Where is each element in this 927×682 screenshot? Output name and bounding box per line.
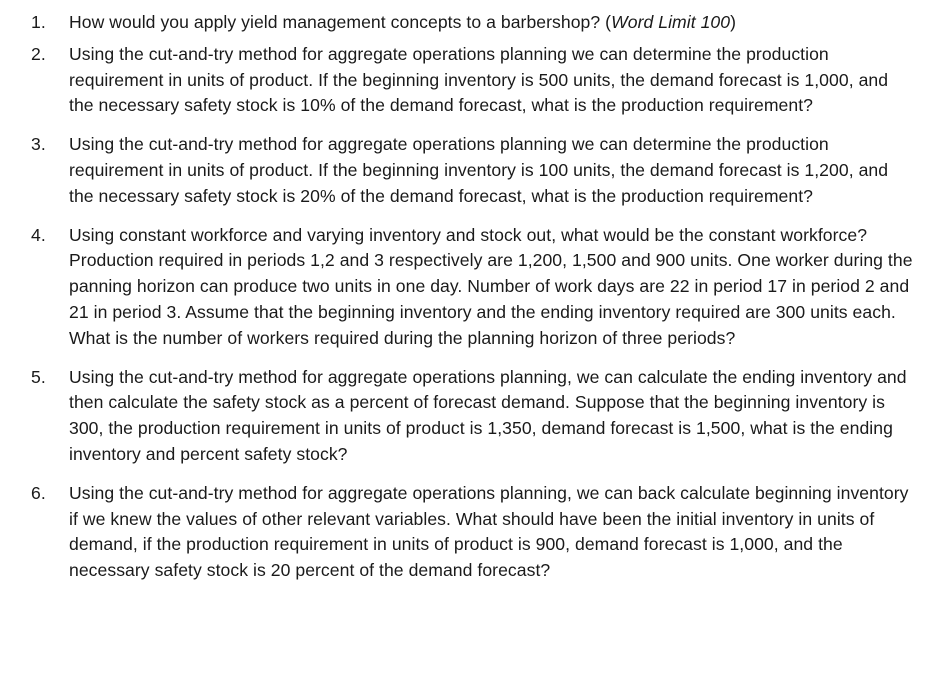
question-number: 6. <box>31 482 46 503</box>
question-text: Using the cut-and-try method for aggregate operations planning we can determine the production requirement in units of product. If the beginning inventory is 500 units, the demand forecast is 1,000, and the necessary safety stock is 10% of the demand forecast, what is the production requirement? <box>69 43 889 116</box>
question-text: Using the cut-and-try method for aggregate operations planning, we can back calculate beginning inventory if we knew the values of other relevant variables. What should have been the initial inventory in units of demand, if the production requirement in units of product is 900, demand forecast is 1,000, and the necessary safety stock is 20 percent of the demand forecast? <box>69 482 909 581</box>
question-text-after: ) <box>730 12 737 32</box>
question-item-5 <box>0 365 927 468</box>
question-text: Using the cut-and-try method for aggregate operations planning, we can calculate the ending inventory and then calculate the safety stock as a percent of forecast demand. Suppose that the beginning inventory is 300, the production requirement in units of product is 1,350, demand forecast is 1,500, what is the ending inventory and percent safety stock? <box>69 366 907 464</box>
question-text: Using constant workforce and varying inventory and stock out, what would be the constant workforce? Production required in periods 1,2 and 3 respectively are 1,200, 1,500 and 900 units. One worker during the panning horizon can produce two units in one day. Number of work days are 22 in period 17 in period 2 and 21 in period 3. Assume that the beginning inventory and the ending inventory required are 300 units each. What is the number of workers required during the planning horizon of three periods? <box>69 224 913 348</box>
question-item-1 <box>0 10 927 36</box>
question-number: 3. <box>31 134 46 155</box>
word-limit-note: Word Limit 100 <box>611 12 731 32</box>
question-number: 1. <box>31 12 46 32</box>
question-text <box>69 12 736 32</box>
question-list <box>0 10 927 584</box>
question-text-before: How would you apply yield management concepts to a barbershop? ( <box>69 12 612 32</box>
question-text: Using the cut-and-try method for aggregate operations planning we can determine the production requirement in units of product. If the beginning inventory is 100 units, the demand forecast is 1,200, and the necessary safety stock is 20% of the demand forecast, what is the production requirement? <box>69 134 889 206</box>
question-item-2 <box>0 42 927 119</box>
question-number: 4. <box>31 224 46 245</box>
question-item-4 <box>0 223 927 352</box>
question-number: 2. <box>31 43 46 64</box>
question-number: 5. <box>31 366 46 387</box>
question-item-3 <box>0 132 927 209</box>
question-item-6 <box>0 481 927 584</box>
